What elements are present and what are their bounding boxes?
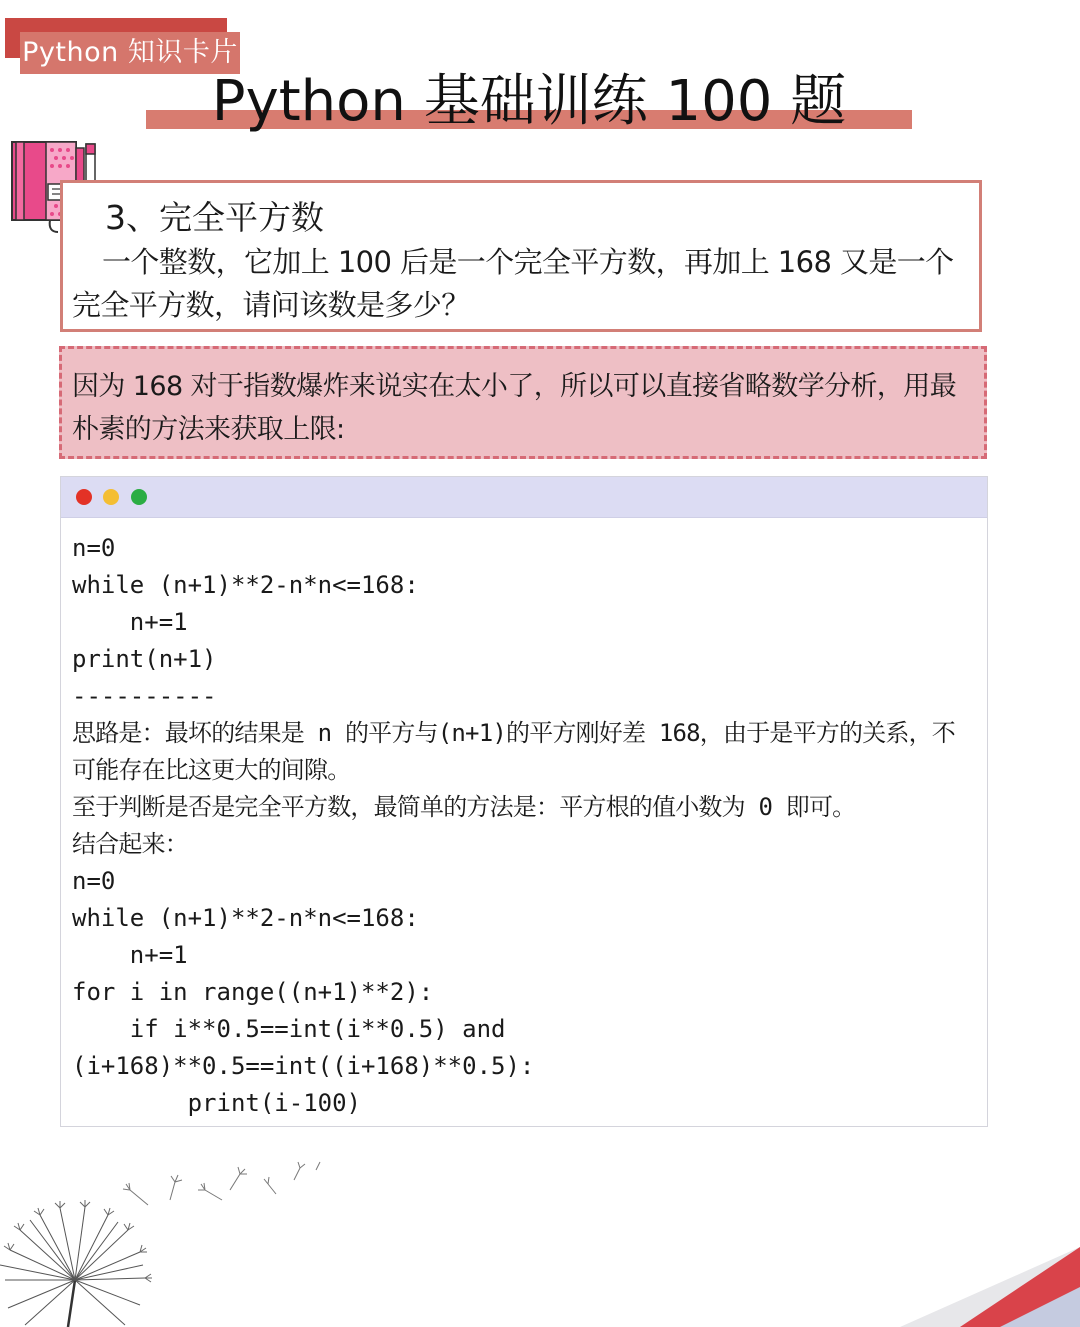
hint-box (59, 346, 987, 459)
code-line: while (n+1)**2-n*n<=168: (72, 904, 419, 932)
code-window (60, 476, 988, 1127)
explanation-line: 结合起来： (72, 830, 188, 858)
code-line: (i+168)**0.5==int((i+168)**0.5): (72, 1052, 535, 1080)
explanation-line: 思路是：最坏的结果是 n 的平方与(n+1)的平方刚好差 168，由于是平方的关系，不可能存在比这更大的间隙。 (72, 719, 955, 784)
question-text: 一个整数，它加上 100 后是一个完全平方数，再加上 168 又是一个完全平方数，请问该数是多少？ (72, 245, 954, 322)
hint-text: 因为 168 对于指数爆炸来说实在太小了，所以可以直接省略数学分析，用最朴素的方法来获取上限: (72, 371, 957, 445)
code-line: n=0 (72, 534, 116, 562)
code-window-titlebar (61, 477, 987, 518)
code-line: n=0 (72, 867, 116, 895)
explanation-line: 至于判断是否是完全平方数，最简单的方法是：平方根的值小数为 0 即可。 (72, 793, 856, 821)
code-line: n+=1 (72, 608, 188, 636)
question-box (60, 180, 982, 332)
dandelion-illustration (0, 1160, 340, 1327)
code-body (72, 530, 977, 1122)
code-line: for i in range((n+1)**2): (72, 978, 434, 1006)
code-line: if i**0.5==int(i**0.5) and (72, 1015, 506, 1043)
category-tag: Python 知识卡片 (20, 32, 240, 74)
code-line: n+=1 (72, 941, 188, 969)
corner-decoration (900, 1247, 1080, 1327)
code-separator: ---------- (72, 682, 217, 710)
code-line: print(n+1) (72, 645, 217, 673)
minimize-dot-icon (103, 489, 119, 505)
code-line: while (n+1)**2-n*n<=168: (72, 571, 419, 599)
maximize-dot-icon (131, 489, 147, 505)
code-line: print(i-100) (72, 1089, 361, 1117)
question-title: 3、完全平方数 (105, 198, 324, 237)
close-dot-icon (76, 489, 92, 505)
page-title: Python 基础训练 100 题 (211, 69, 847, 134)
